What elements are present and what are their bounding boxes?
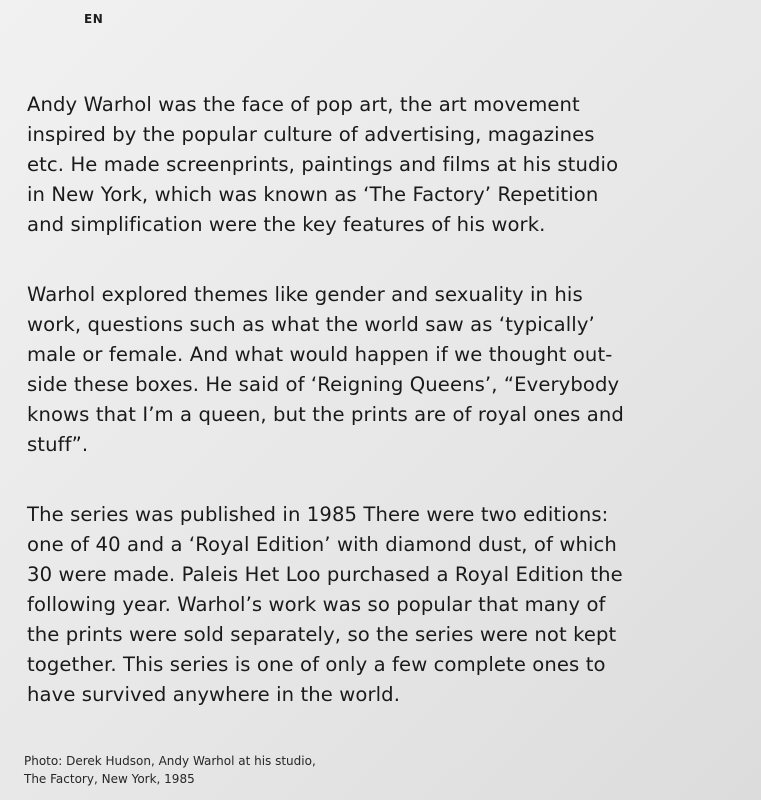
photo-caption: Photo: Derek Hudson, Andy Warhol at his studio, The Factory, New York, 1985 <box>24 754 316 786</box>
label-body <box>27 90 749 750</box>
paragraph-intro: Andy Warhol was the face of pop art, the art movement inspired by the popular culture of advertising, magazines etc. He made screenprints, paintings and films at his studio in New York, which was known as ‘The Factory’ Repetition and simplification were the key features of his work. <box>27 93 619 236</box>
language-label: EN <box>84 12 104 26</box>
paragraph-themes: Warhol explored themes like gender and sexuality in his work, questions such as what the world saw as ‘typically’ male or female. And what would happen if we thought out- side these boxes. He said of ‘Reigning Queens’, “Everybody knows that I’m a queen, but the prints are of royal ones and stuff”. <box>27 283 624 456</box>
paragraph-series: The series was published in 1985 There were two editions: one of 40 and a ‘Royal Edition’ with diamond dust, of which 30 were made. Paleis Het Loo purchased a Royal Edition the following year. Warhol’s work was so popular that many of the prints were sold separately, so the series were not kept together. This series is one of only a few complete ones to have survived anywhere in the world. <box>27 503 623 706</box>
